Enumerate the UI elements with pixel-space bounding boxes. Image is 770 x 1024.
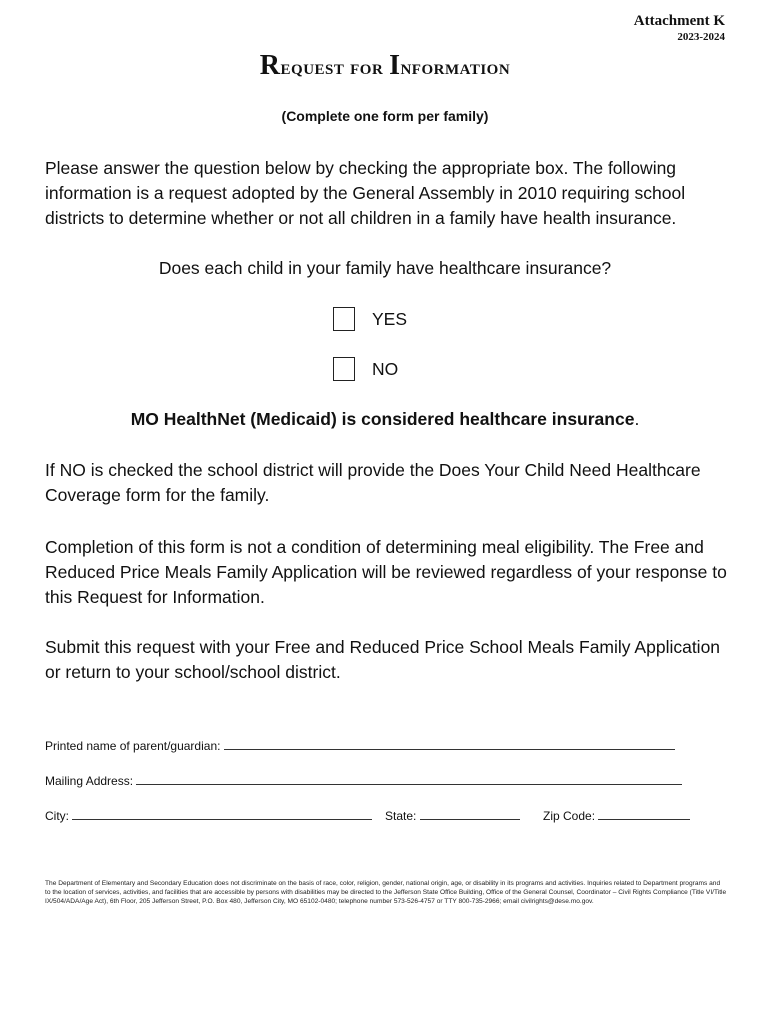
no-checked-paragraph: If NO is checked the school district will provide the Does Your Child Need Healthcare Coverage form for the family. xyxy=(45,460,701,505)
page-title xyxy=(0,50,770,82)
intro-paragraph: Please answer the question below by checking the appropriate box. The following information is a request adopted by the General Assembly in 2010 requiring school districts to determine whether or not all children in a family have health insurance. xyxy=(45,158,686,228)
yes-label: YES xyxy=(372,309,408,329)
attachment-header xyxy=(634,12,725,44)
no-label: NO xyxy=(372,359,399,379)
zip-label: Zip Code: xyxy=(543,809,596,823)
title-rest-1: equest for xyxy=(280,55,384,79)
state-label: State: xyxy=(385,809,417,823)
completion-paragraph: Completion of this form is not a condition of determining meal eligibility. The Free and Reduced Price Meals Family Application will be reviewed regardless of your response to this Request for Information. xyxy=(45,537,727,607)
attachment-label: Attachment K xyxy=(633,13,725,29)
title-initial-1: R xyxy=(259,50,281,81)
nondiscrimination-footer: The Department of Elementary and Secondary Education does not discriminate on the basis of race, color, religion, gender, national origin, age, or disability in its programs and activities. Inquiries related to Department programs and to the location of services, activities, and facilities that are accessible by persons with disabilities may be directed to the Jefferson State Office Building, Office of the General Counsel, Coordinator – Civil Rights Compliance (Title VI/Title IX/504/ADA/Age Act), 6th Floor, 205 Jefferson Street, P.O. Box 480, Jefferson City, MO 65102-0480; telephone number 573-526-4757 or TTY 800-735-2966; email civilrights@dese.mo.gov. xyxy=(45,880,727,905)
parent-name-line[interactable] xyxy=(224,737,675,750)
school-year: 2023-2024 xyxy=(677,31,725,43)
title-initial-2: I xyxy=(389,50,401,81)
mailing-address-line[interactable] xyxy=(136,772,682,785)
state-field xyxy=(385,807,520,823)
state-line[interactable] xyxy=(420,807,520,820)
mailing-address-label: Mailing Address: xyxy=(45,774,134,788)
title-rest-2: nformation xyxy=(400,55,511,79)
submit-paragraph: Submit this request with your Free and Reduced Price School Meals Family Application or return to your school/school district. xyxy=(45,637,721,682)
question: Does each child in your family have healthcare insurance? xyxy=(158,258,612,278)
yes-checkbox[interactable] xyxy=(333,307,355,331)
city-field xyxy=(45,807,372,823)
medicaid-note xyxy=(0,409,770,430)
no-checkbox[interactable] xyxy=(333,357,355,381)
medicaid-note-period: . xyxy=(634,409,640,429)
mailing-address-field xyxy=(45,772,682,788)
city-label: City: xyxy=(45,809,69,823)
zip-line[interactable] xyxy=(598,807,690,820)
subtitle: (Complete one form per family) xyxy=(281,108,489,124)
parent-name-label: Printed name of parent/guardian: xyxy=(45,739,221,753)
parent-name-field xyxy=(45,737,675,753)
medicaid-note-text: MO HealthNet (Medicaid) is considered healthcare insurance xyxy=(130,409,635,429)
city-line[interactable] xyxy=(72,807,372,820)
zip-field xyxy=(543,807,690,823)
